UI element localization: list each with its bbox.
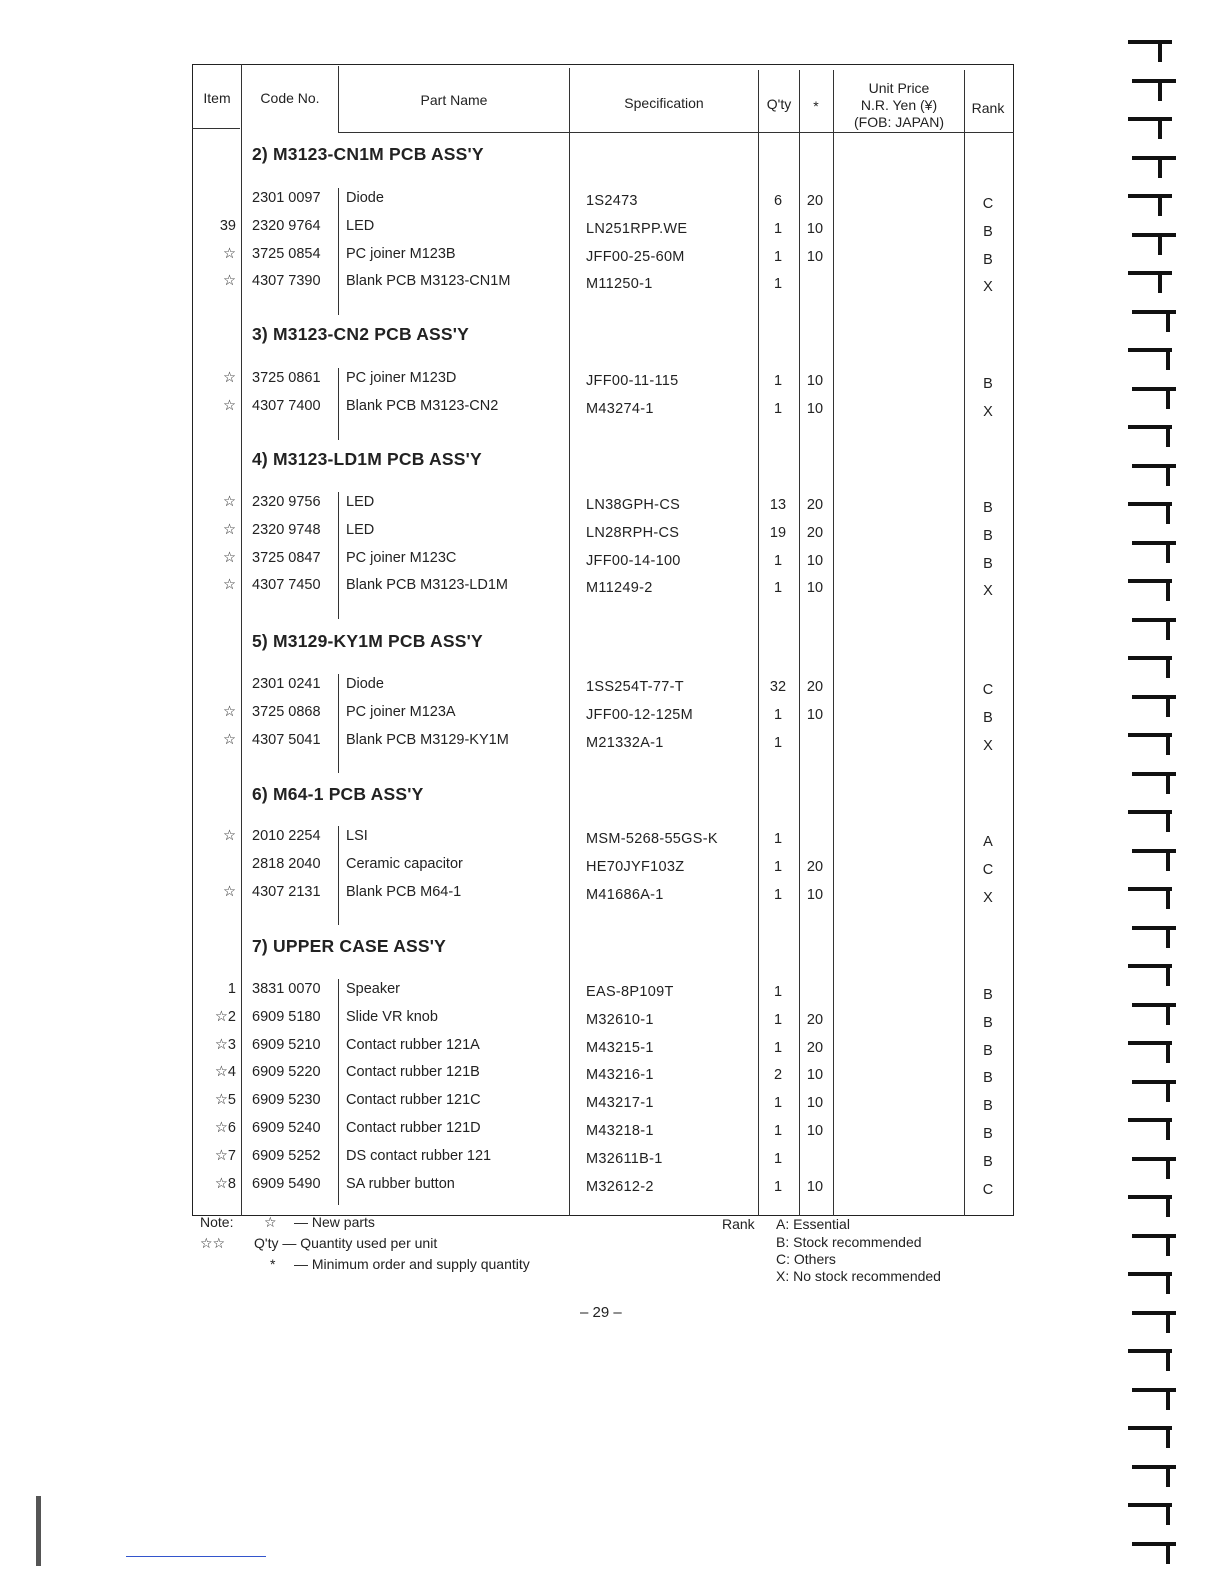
row-part-name: LSI xyxy=(346,828,368,844)
row-quantity: 1 xyxy=(773,1011,783,1028)
row-quantity: 19 xyxy=(769,524,787,541)
binding-tick xyxy=(1158,83,1162,101)
row-specification: M43218-1 xyxy=(586,1123,654,1139)
note-min-symbol: * xyxy=(270,1256,276,1272)
binding-tick xyxy=(1166,391,1170,409)
row-rank: B xyxy=(983,500,993,516)
header-qty: Q'ty xyxy=(766,96,792,112)
row-code-number: 2301 0241 xyxy=(252,676,321,692)
row-part-name: LED xyxy=(346,494,375,510)
row-code-number: 2320 9756 xyxy=(252,494,321,510)
binding-tick xyxy=(1158,237,1162,255)
header-code: Code No. xyxy=(260,90,320,106)
binding-tick xyxy=(1166,314,1170,332)
code-separator xyxy=(338,188,339,315)
binding-tick xyxy=(1158,198,1162,216)
binding-tick xyxy=(1166,352,1170,370)
row-item-number: ☆2 xyxy=(214,1008,236,1025)
column-line xyxy=(758,70,759,1216)
row-quantity: 1 xyxy=(773,1095,783,1112)
row-item-number: ☆ xyxy=(223,731,236,748)
row-quantity: 1 xyxy=(773,1178,783,1195)
row-rank: C xyxy=(982,682,994,698)
row-quantity: 13 xyxy=(769,497,787,513)
row-code-number: 6909 5240 xyxy=(252,1120,321,1136)
row-item-number: ☆ xyxy=(223,549,236,566)
binding-tick xyxy=(1166,1546,1170,1564)
row-min-order: 20 xyxy=(806,1011,824,1028)
binding-tick xyxy=(1158,121,1162,139)
note-new-parts: — New parts xyxy=(294,1214,375,1230)
row-rank: B xyxy=(983,376,993,392)
row-quantity: 1 xyxy=(773,984,783,1000)
binding-tick xyxy=(1166,1469,1170,1487)
row-min-order: 10 xyxy=(806,1123,824,1139)
code-separator xyxy=(338,979,339,1205)
row-min-order: 20 xyxy=(806,497,824,513)
row-specification: M43215-1 xyxy=(586,1039,654,1056)
binding-tick xyxy=(1166,1122,1170,1140)
binding-tick xyxy=(1166,1007,1170,1025)
section-title: 2) M3123-CN1M PCB ASS'Y xyxy=(252,144,484,164)
row-item-number: ☆ xyxy=(223,521,236,538)
row-rank: A xyxy=(983,834,993,850)
row-item-number: ☆ xyxy=(223,883,236,900)
row-specification: EAS-8P109T xyxy=(586,984,674,1000)
row-quantity: 1 xyxy=(773,1123,783,1139)
row-specification: 1S2473 xyxy=(586,193,638,209)
row-specification: M11249-2 xyxy=(586,580,653,597)
row-specification: M43217-1 xyxy=(586,1095,654,1112)
row-specification: LN251RPP.WE xyxy=(586,220,688,237)
row-min-order: 10 xyxy=(806,706,824,723)
row-rank: X xyxy=(983,403,993,420)
row-specification: M41686A-1 xyxy=(586,886,664,903)
binding-tick xyxy=(1166,660,1170,678)
binding-tick xyxy=(1166,1392,1170,1410)
binding-tick xyxy=(1166,1045,1170,1063)
code-separator xyxy=(338,674,339,773)
row-quantity: 1 xyxy=(773,373,783,389)
row-part-name: LED xyxy=(346,217,375,234)
binding-tick xyxy=(1166,1315,1170,1333)
row-min-order: 10 xyxy=(806,552,824,569)
row-specification: M43274-1 xyxy=(586,400,654,417)
row-rank: C xyxy=(982,196,994,212)
binding-tick xyxy=(1158,275,1162,293)
row-code-number: 6909 5252 xyxy=(252,1147,321,1164)
binding-tick xyxy=(1166,1276,1170,1294)
row-part-name: Contact rubber 121B xyxy=(346,1064,480,1081)
row-min-order: 10 xyxy=(806,400,824,417)
scan-underline xyxy=(126,1556,266,1557)
row-quantity: 6 xyxy=(773,193,783,209)
row-quantity: 1 xyxy=(773,706,783,723)
row-part-name: Blank PCB M3123-CN1M xyxy=(346,273,511,290)
row-rank: X xyxy=(983,279,993,296)
binding-tick xyxy=(1166,1507,1170,1525)
row-rank: B xyxy=(983,1126,993,1142)
binding-tick xyxy=(1166,506,1170,524)
row-part-name: Blank PCB M3123-CN2 xyxy=(346,397,499,414)
row-specification: JFF00-14-100 xyxy=(586,552,681,569)
row-code-number: 3725 0861 xyxy=(252,370,321,386)
row-item-number: ☆ xyxy=(223,397,236,414)
row-quantity: 1 xyxy=(773,858,783,875)
row-specification: M43216-1 xyxy=(586,1067,654,1084)
binding-tick xyxy=(1166,1353,1170,1371)
row-specification: MSM-5268-55GS-K xyxy=(586,831,718,847)
row-code-number: 6909 5210 xyxy=(252,1036,321,1053)
row-specification: M21332A-1 xyxy=(586,734,664,751)
header-unit-price xyxy=(834,80,964,131)
row-rank: C xyxy=(982,861,994,878)
row-quantity: 1 xyxy=(773,831,783,847)
row-code-number: 3725 0868 xyxy=(252,703,321,720)
row-code-number: 4307 2131 xyxy=(252,883,321,900)
note-star-symbol: ☆ xyxy=(264,1214,277,1230)
binding-tick xyxy=(1166,1199,1170,1217)
row-code-number: 2320 9764 xyxy=(252,217,321,234)
row-part-name: Diode xyxy=(346,190,384,206)
column-line xyxy=(833,70,834,1216)
row-specification: M32610-1 xyxy=(586,1011,654,1028)
binding-tick xyxy=(1166,891,1170,909)
scan-edge-mark xyxy=(36,1496,41,1566)
binding-tick xyxy=(1166,1430,1170,1448)
row-item-number: ☆ xyxy=(223,370,236,386)
note-label: Note: xyxy=(200,1214,234,1230)
column-line xyxy=(799,70,800,1216)
row-rank: B xyxy=(983,555,993,572)
note-rank-x: X: No stock recommended xyxy=(776,1268,941,1284)
note-qty: Q'ty — Quantity used per unit xyxy=(254,1235,438,1251)
header-rule xyxy=(192,128,240,129)
binding-edge xyxy=(1128,30,1188,1570)
row-item-number: ☆5 xyxy=(214,1092,236,1109)
row-code-number: 6909 5220 xyxy=(252,1064,321,1081)
row-specification: 1SS254T-77-T xyxy=(586,679,684,695)
section-title: 6) M64-1 PCB ASS'Y xyxy=(252,784,424,804)
row-min-order: 20 xyxy=(806,524,824,541)
row-part-name: PC joiner M123A xyxy=(346,703,456,720)
row-item-number: 39 xyxy=(219,217,236,234)
row-quantity: 2 xyxy=(773,1067,783,1084)
binding-mark xyxy=(1132,79,1176,83)
header-item: Item xyxy=(203,90,231,106)
binding-tick xyxy=(1166,1084,1170,1102)
row-min-order: 20 xyxy=(806,1039,824,1056)
row-quantity: 1 xyxy=(773,580,783,597)
row-item-number: ☆ xyxy=(223,828,236,844)
note-rank-b: B: Stock recommended xyxy=(776,1234,922,1250)
binding-tick xyxy=(1166,1238,1170,1256)
header-part-name: Part Name xyxy=(420,92,488,108)
row-specification: JFF00-12-125M xyxy=(586,706,694,723)
row-min-order: 10 xyxy=(806,220,824,237)
row-quantity: 1 xyxy=(773,1039,783,1056)
binding-mark xyxy=(1128,117,1172,121)
header-min-order: * xyxy=(813,98,819,114)
row-min-order: 10 xyxy=(806,1095,824,1112)
row-part-name: Contact rubber 121C xyxy=(346,1092,481,1109)
header-rank: Rank xyxy=(971,100,1005,116)
code-separator xyxy=(338,368,339,440)
note-rank-a: A: Essential xyxy=(776,1216,850,1232)
row-quantity: 32 xyxy=(769,679,787,695)
code-separator xyxy=(338,826,339,925)
row-min-order: 20 xyxy=(806,679,824,695)
binding-tick xyxy=(1166,545,1170,563)
row-quantity: 1 xyxy=(773,276,783,293)
header-price-line2: N.R. Yen (¥) xyxy=(860,97,938,113)
binding-tick xyxy=(1166,737,1170,755)
binding-tick xyxy=(1166,622,1170,640)
row-code-number: 6909 5230 xyxy=(252,1092,321,1109)
row-rank: X xyxy=(983,737,993,754)
row-part-name: LED xyxy=(346,521,375,538)
row-specification: JFF00-11-115 xyxy=(586,373,679,389)
row-code-number: 4307 7400 xyxy=(252,397,321,414)
row-code-number: 4307 7450 xyxy=(252,577,321,594)
binding-tick xyxy=(1166,853,1170,871)
row-part-name: Diode xyxy=(346,676,384,692)
row-code-number: 3725 0847 xyxy=(252,549,321,566)
row-item-number: ☆ xyxy=(223,577,236,594)
row-quantity: 1 xyxy=(773,886,783,903)
row-code-number: 6909 5490 xyxy=(252,1175,321,1192)
binding-tick xyxy=(1166,468,1170,486)
row-code-number: 4307 5041 xyxy=(252,731,321,748)
row-specification: LN38GPH-CS xyxy=(586,497,681,513)
row-part-name: Blank PCB M3123-LD1M xyxy=(346,577,508,594)
row-quantity: 1 xyxy=(773,220,783,237)
row-part-name: Contact rubber 121D xyxy=(346,1120,481,1136)
binding-tick xyxy=(1158,44,1162,62)
row-item-number: ☆ xyxy=(223,245,236,262)
row-code-number: 6909 5180 xyxy=(252,1008,321,1025)
row-min-order: 10 xyxy=(806,248,824,265)
row-part-name: DS contact rubber 121 xyxy=(346,1147,492,1164)
row-specification: HE70JYF103Z xyxy=(586,858,685,875)
row-rank: B xyxy=(983,1070,993,1087)
code-separator xyxy=(338,492,339,619)
row-min-order: 10 xyxy=(806,373,824,389)
row-rank: B xyxy=(983,1014,993,1031)
row-code-number: 2320 9748 xyxy=(252,521,321,538)
column-line xyxy=(964,70,965,1216)
row-part-name: Slide VR knob xyxy=(346,1008,438,1025)
header-rule-right xyxy=(338,132,1014,133)
column-line xyxy=(569,68,570,1216)
binding-tick xyxy=(1166,583,1170,601)
section-title: 3) M3123-CN2 PCB ASS'Y xyxy=(252,324,470,344)
row-min-order: 20 xyxy=(806,858,824,875)
row-part-name: PC joiner M123D xyxy=(346,370,457,386)
row-code-number: 2818 2040 xyxy=(252,855,321,872)
column-line xyxy=(241,64,242,1216)
row-specification: JFF00-25-60M xyxy=(586,248,685,265)
row-item-number: 1 xyxy=(227,981,236,997)
row-quantity: 1 xyxy=(773,552,783,569)
row-rank: B xyxy=(983,1153,993,1170)
row-min-order: 20 xyxy=(806,193,824,209)
binding-mark xyxy=(1128,271,1172,275)
row-specification: M11250-1 xyxy=(586,276,653,293)
row-rank: C xyxy=(982,1181,994,1198)
binding-tick xyxy=(1166,814,1170,832)
binding-tick xyxy=(1166,699,1170,717)
header-price-line1: Unit Price xyxy=(868,80,930,96)
row-item-number: ☆6 xyxy=(214,1120,236,1136)
row-min-order: 10 xyxy=(806,886,824,903)
row-item-number: ☆8 xyxy=(214,1175,236,1192)
row-rank: B xyxy=(983,1042,993,1059)
binding-tick xyxy=(1166,968,1170,986)
row-code-number: 4307 7390 xyxy=(252,273,321,290)
row-quantity: 1 xyxy=(773,734,783,751)
section-title: 4) M3123-LD1M PCB ASS'Y xyxy=(252,449,482,469)
row-rank: B xyxy=(983,987,993,1003)
row-code-number: 2301 0097 xyxy=(252,190,321,206)
row-min-order: 10 xyxy=(806,1178,824,1195)
row-part-name: PC joiner M123C xyxy=(346,549,457,566)
row-part-name: PC joiner M123B xyxy=(346,245,456,262)
column-line xyxy=(338,66,339,132)
binding-mark xyxy=(1128,40,1172,44)
row-part-name: Contact rubber 121A xyxy=(346,1036,480,1053)
row-rank: B xyxy=(983,223,993,240)
row-part-name: Ceramic capacitor xyxy=(346,855,463,872)
note-min-order: — Minimum order and supply quantity xyxy=(294,1256,530,1272)
row-quantity: 1 xyxy=(773,400,783,417)
row-item-number: ☆4 xyxy=(214,1064,236,1081)
row-item-number: ☆ xyxy=(223,703,236,720)
row-item-number: ☆3 xyxy=(214,1036,236,1053)
row-min-order: 10 xyxy=(806,580,824,597)
row-item-number: ☆7 xyxy=(214,1147,236,1164)
row-specification: LN28RPH-CS xyxy=(586,524,680,541)
row-rank: B xyxy=(983,251,993,268)
row-specification: M32612-2 xyxy=(586,1178,654,1195)
row-code-number: 3725 0854 xyxy=(252,245,321,262)
row-part-name: Blank PCB M3129-KY1M xyxy=(346,731,509,748)
row-rank: B xyxy=(983,709,993,726)
row-quantity: 1 xyxy=(773,1150,783,1167)
binding-mark xyxy=(1132,156,1176,160)
binding-tick xyxy=(1166,776,1170,794)
row-code-number: 2010 2254 xyxy=(252,828,321,844)
binding-tick xyxy=(1166,429,1170,447)
row-rank: X xyxy=(983,583,993,600)
row-part-name: Speaker xyxy=(346,981,401,997)
note-rank-c: C: Others xyxy=(776,1251,836,1267)
binding-mark xyxy=(1132,233,1176,237)
binding-tick xyxy=(1166,930,1170,948)
header-price-line3: (FOB: JAPAN) xyxy=(854,114,944,130)
row-specification: M32611B-1 xyxy=(586,1150,663,1167)
section-title: 5) M3129-KY1M PCB ASS'Y xyxy=(252,631,483,651)
row-item-number: ☆ xyxy=(223,273,236,290)
binding-mark xyxy=(1128,194,1172,198)
row-code-number: 3831 0070 xyxy=(252,981,321,997)
section-title: 7) UPPER CASE ASS'Y xyxy=(252,936,447,956)
row-part-name: SA rubber button xyxy=(346,1175,455,1192)
binding-tick xyxy=(1166,1161,1170,1179)
note-double-star: ☆☆ xyxy=(200,1235,226,1251)
row-rank: B xyxy=(983,1098,993,1115)
row-min-order: 10 xyxy=(806,1067,824,1084)
header-specification: Specification xyxy=(624,95,704,111)
binding-tick xyxy=(1158,160,1162,178)
row-item-number: ☆ xyxy=(223,494,236,510)
page-number: – 29 – xyxy=(580,1304,622,1321)
note-rank-label: Rank xyxy=(722,1216,755,1232)
row-quantity: 1 xyxy=(773,248,783,265)
row-rank: X xyxy=(983,889,993,906)
row-rank: B xyxy=(983,527,993,544)
row-part-name: Blank PCB M64-1 xyxy=(346,883,462,900)
